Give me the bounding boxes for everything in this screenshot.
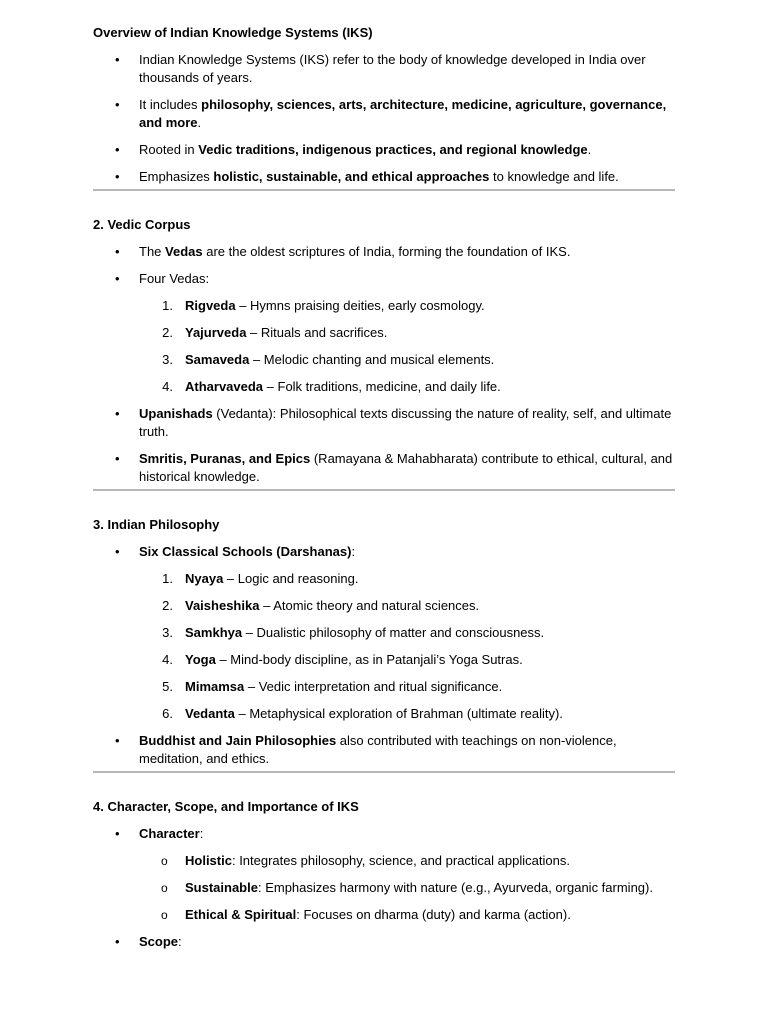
numbered-item: 1. Rigveda – Hymns praising deities, early cosmology. [162, 298, 485, 313]
vedic-list-cont [93, 405, 675, 486]
numbered-item: 5. Mimamsa – Vedic interpretation and ritual significance. [162, 679, 503, 694]
scope-list [93, 933, 675, 951]
numbered-item: 2. Vaisheshika – Atomic theory and natural sciences. [162, 598, 480, 613]
list-item: • Four Vedas: [93, 270, 675, 288]
section-title-vedic-corpus: 2. Vedic Corpus [93, 217, 191, 232]
numbered-item: 3. Samaveda – Melodic chanting and musical elements. [162, 352, 495, 367]
section-divider [93, 489, 675, 491]
vedic-list [93, 243, 675, 288]
section-divider [93, 189, 675, 191]
numbered-item: 3. Samkhya – Dualistic philosophy of matter and consciousness. [162, 625, 545, 640]
list-item: • Smritis, Puranas, and Epics (Ramayana & Mahabharata) contribute to ethical, cultural, and historical knowledge. [93, 450, 675, 486]
sublist-item: o Ethical & Spiritual: Focuses on dharma (duty) and karma (action). [161, 907, 571, 922]
list-item: • Indian Knowledge Systems (IKS) refer to the body of knowledge developed in India over thousands of years. [93, 51, 675, 87]
numbered-item: 4. Atharvaveda – Folk traditions, medicine, and daily life. [162, 379, 501, 394]
list-item: • Upanishads (Vedanta): Philosophical texts discussing the nature of reality, self, and ultimate truth. [93, 405, 675, 441]
character-sublist [93, 852, 675, 924]
overview-list [93, 51, 675, 186]
philosophy-list-cont [93, 732, 675, 768]
list-item: • It includes philosophy, sciences, arts, architecture, medicine, agriculture, governance, and more. [93, 96, 675, 132]
list-item: • Buddhist and Jain Philosophies also contributed with teachings on non-violence, meditation, and ethics. [93, 732, 675, 768]
character-list [93, 825, 675, 843]
section-title-indian-philosophy: 3. Indian Philosophy [93, 517, 220, 532]
list-item: • Character: [93, 825, 675, 843]
list-item: • Six Classical Schools (Darshanas): [93, 543, 675, 561]
philosophy-list [93, 543, 675, 561]
numbered-item: 2. Yajurveda – Rituals and sacrifices. [162, 325, 388, 340]
list-item: • The Vedas are the oldest scriptures of India, forming the foundation of IKS. [93, 243, 675, 261]
document-content [93, 24, 675, 951]
numbered-item: 4. Yoga – Mind-body discipline, as in Patanjali’s Yoga Sutras. [162, 652, 523, 667]
vedas-list [93, 297, 675, 396]
section-title-overview: Overview of Indian Knowledge Systems (IKS) [93, 25, 373, 40]
list-item: • Scope: [93, 933, 675, 951]
numbered-item: 1. Nyaya – Logic and reasoning. [162, 571, 359, 586]
sublist-item: o Sustainable: Emphasizes harmony with nature (e.g., Ayurveda, organic farming). [161, 880, 653, 895]
sublist-item: o Holistic: Integrates philosophy, science, and practical applications. [161, 853, 570, 868]
schools-list [93, 570, 675, 723]
section-divider [93, 771, 675, 773]
list-item: • Emphasizes holistic, sustainable, and ethical approaches to knowledge and life. [93, 168, 675, 186]
section-title-character-scope: 4. Character, Scope, and Importance of IKS [93, 799, 359, 814]
list-item: • Rooted in Vedic traditions, indigenous practices, and regional knowledge. [93, 141, 675, 159]
numbered-item: 6. Vedanta – Metaphysical exploration of Brahman (ultimate reality). [162, 706, 563, 721]
